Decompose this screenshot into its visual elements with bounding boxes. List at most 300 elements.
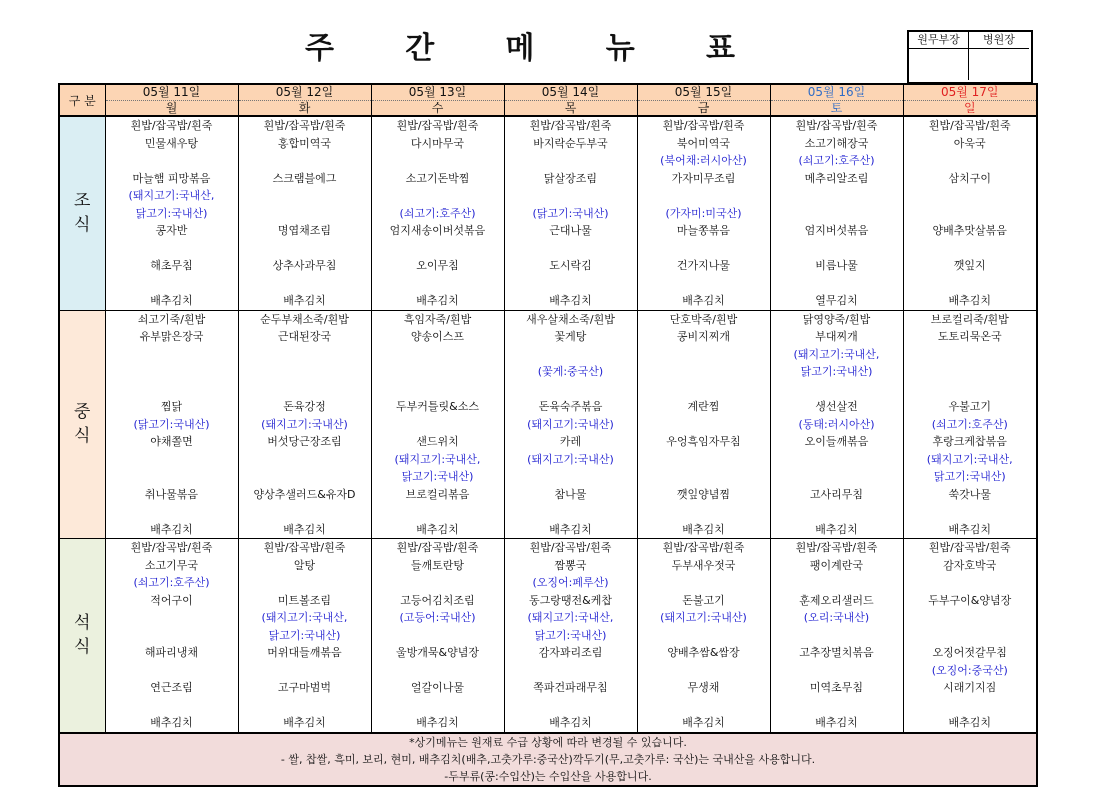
menu-item: 열무김치 [815, 294, 858, 307]
menu-item: 흰밥/잡곡밥/흰죽 [396, 119, 479, 132]
menu-item [106, 627, 238, 645]
menu-item: 근대나물 [549, 224, 592, 237]
menu-item: 계란찜 [687, 400, 720, 413]
menu-item: 흰밥/잡곡밥/흰죽 [795, 541, 878, 554]
menu-item: 배추김치 [150, 522, 193, 536]
origin-note: (동태:러시아산) [798, 417, 875, 431]
header-row [59, 84, 1037, 116]
menu-item: 배추김치 [815, 522, 858, 536]
menu-item: 마늘햄 피망볶음 [132, 171, 211, 185]
origin-note: (쇠고기:호주산) [399, 206, 476, 220]
menu-item: 두부커틀릿&소스 [396, 400, 479, 413]
menu-item: 도시락김 [549, 259, 592, 272]
origin-note: (오징어:페루산) [532, 576, 609, 589]
origin-note: 닭고기:국내산) [401, 470, 474, 483]
menu-item: 오징어젓갈무침 [932, 646, 1007, 659]
menu-item: 바지락순두부국 [533, 136, 608, 150]
menu-item: 배추김치 [948, 716, 991, 729]
origin-note: (가자미:미국산) [665, 206, 742, 220]
menu-item [106, 275, 238, 293]
menu-item [904, 346, 1037, 364]
page-title [305, 20, 735, 70]
menu-item [106, 503, 238, 521]
day-header [637, 84, 770, 116]
meal-label-char: 식 [74, 426, 91, 447]
menu-item: 카레 [559, 435, 582, 448]
menu-item [771, 381, 903, 399]
menu-cell [504, 539, 637, 733]
day-date: 05월 13일 [372, 85, 504, 101]
menu-item [638, 468, 770, 486]
menu-item [904, 205, 1037, 223]
day-date: 05월 15일 [638, 85, 770, 101]
menu-item: 동그랑땡전&케찹 [529, 593, 612, 607]
menu-item [638, 451, 770, 469]
menu-cell [770, 539, 903, 733]
day-header [238, 84, 371, 116]
menu-item [771, 240, 903, 258]
menu-item: 쑥갓나물 [948, 487, 991, 501]
menu-item: 오이들깨볶음 [804, 435, 869, 448]
menu-cell [504, 116, 637, 310]
menu-item: 흰밥/잡곡밥/흰죽 [130, 119, 213, 132]
menu-item [771, 574, 903, 592]
menu-item: 명엽채조림 [277, 224, 332, 237]
origin-note: (돼지고기:국내산, [926, 452, 1013, 466]
menu-item [106, 451, 238, 469]
menu-item: 흰밥/잡곡밥/흰죽 [928, 119, 1011, 132]
day-date: 05월 11일 [106, 85, 238, 101]
menu-item [239, 275, 371, 293]
gubun-label: 구 분 [59, 84, 105, 116]
menu-item: 돈육강정 [283, 400, 326, 413]
menu-item: 배추김치 [150, 294, 193, 307]
menu-item: 깻잎양념찜 [676, 487, 731, 501]
menu-item [505, 381, 637, 399]
menu-cell [770, 116, 903, 310]
menu-item: 고추장멸치볶음 [799, 646, 874, 659]
menu-item: 배추김치 [283, 522, 326, 536]
menu-item [904, 363, 1037, 381]
menu-item: 깻잎지 [953, 259, 986, 272]
menu-item: 배추김치 [549, 294, 592, 307]
menu-item [239, 205, 371, 223]
origin-note: 닭고기:국내산) [800, 365, 873, 378]
menu-item: 흰밥/잡곡밥/흰죽 [662, 541, 745, 554]
menu-item: 소고기해장국 [804, 136, 869, 150]
day-header [105, 84, 238, 116]
day-of-week: 수 [431, 101, 444, 115]
approval-label-president: 병원장 [983, 33, 1015, 46]
menu-item [239, 187, 371, 205]
approval-sign-director[interactable] [909, 48, 969, 80]
menu-item: 배추김치 [283, 716, 326, 729]
menu-item [638, 503, 770, 521]
approval-sign-president[interactable] [969, 48, 1029, 80]
origin-note: (돼지고기:국내산, [128, 189, 215, 202]
day-date: 05월 16일 [771, 85, 903, 101]
menu-item [771, 205, 903, 223]
menu-cell [637, 539, 770, 733]
menu-item: 버섯당근장조림 [267, 435, 342, 448]
menu-item [505, 240, 637, 258]
menu-item: 양배추맛살볶음 [932, 224, 1007, 237]
origin-note: (돼지고기:국내산, [261, 611, 348, 624]
menu-item: 돈육숙주볶음 [538, 400, 603, 413]
menu-item [771, 468, 903, 486]
menu-cell [637, 116, 770, 310]
menu-item [505, 662, 637, 680]
menu-item: 흰밥/잡곡밥/흰죽 [529, 119, 612, 132]
menu-item [106, 152, 238, 170]
menu-item: 유부맑은장국 [139, 330, 204, 343]
menu-item [904, 240, 1037, 258]
menu-item: 생선살전 [815, 400, 858, 413]
menu-item [106, 609, 238, 627]
menu-item: 아욱국 [953, 136, 986, 150]
meal-row-ln [59, 310, 1037, 539]
title-char: 표 [706, 31, 735, 66]
menu-item [771, 503, 903, 521]
footer-note: - 쌀, 찹쌀, 흑미, 보리, 현미, 배추김치(배추,고춧가루:중국산)깍두기(무,고춧가루: 국산)는 국내산을 사용합니다. [280, 752, 816, 766]
origin-note: (돼지고기:국내산, [793, 347, 880, 361]
menu-item: 양송이스프 [410, 330, 465, 343]
menu-cell [238, 116, 371, 310]
title-char: 메 [505, 31, 535, 66]
menu-cell [637, 310, 770, 539]
day-date: 05월 17일 [904, 85, 1037, 101]
menu-item [372, 697, 504, 715]
menu-item [771, 662, 903, 680]
menu-item: 배추김치 [682, 522, 725, 536]
menu-item [904, 381, 1037, 399]
menu-item [239, 363, 371, 381]
day-of-week: 목 [564, 101, 577, 115]
menu-item [638, 627, 770, 645]
menu-item [505, 697, 637, 715]
day-of-week: 일 [963, 101, 976, 115]
meal-label-char: 석 [74, 613, 91, 634]
menu-item [771, 697, 903, 715]
menu-item: 메추리알조림 [804, 171, 869, 185]
menu-item [505, 468, 637, 486]
meal-label [59, 116, 105, 310]
day-header [504, 84, 637, 116]
menu-item [372, 240, 504, 258]
origin-note: (북어채:러시아산) [660, 154, 747, 167]
menu-item [239, 697, 371, 715]
menu-item: 찜닭 [160, 400, 183, 413]
footer-notes-row [59, 733, 1037, 786]
menu-item: 해파리냉채 [144, 646, 199, 659]
menu-item: 새우살채소죽/흰밥 [526, 312, 615, 326]
origin-note: (오징어:중국산) [931, 663, 1008, 677]
menu-item: 배추김치 [682, 294, 725, 307]
menu-item: 들깨토란탕 [410, 558, 465, 572]
menu-item: 도토리묵온국 [937, 330, 1002, 343]
menu-item: 콩자반 [155, 224, 188, 237]
menu-item [106, 697, 238, 715]
menu-item [904, 503, 1037, 521]
menu-item: 미역초무침 [809, 681, 864, 694]
menu-item [372, 187, 504, 205]
menu-item: 머위대들깨볶음 [267, 646, 342, 659]
menu-item [239, 662, 371, 680]
menu-item [239, 451, 371, 469]
menu-item [106, 346, 238, 364]
menu-item [372, 503, 504, 521]
menu-item [505, 187, 637, 205]
origin-note: 닭고기:국내산) [135, 206, 208, 220]
menu-item [106, 662, 238, 680]
menu-item [638, 697, 770, 715]
menu-item: 흰밥/잡곡밥/흰죽 [263, 119, 346, 132]
menu-item [771, 275, 903, 293]
menu-item: 우엉흑임자무침 [666, 435, 741, 448]
menu-item [239, 381, 371, 399]
menu-item: 연근조림 [150, 681, 193, 694]
menu-item: 무생채 [687, 681, 720, 694]
menu-cell [903, 116, 1037, 310]
meal-label-char: 식 [74, 215, 91, 236]
menu-item [106, 381, 238, 399]
menu-item: 울방개묵&양념장 [396, 646, 479, 659]
menu-item: 상추사과무침 [272, 259, 337, 272]
menu-cell [371, 539, 504, 733]
origin-note: (고등어:국내산) [399, 611, 476, 624]
origin-note: 닭고기:국내산) [933, 470, 1006, 483]
menu-item [372, 381, 504, 399]
menu-item: 브로컬리죽/흰밥 [930, 312, 1009, 326]
menu-item: 양배추쌈&쌈장 [667, 646, 740, 659]
day-date: 05월 12일 [239, 85, 371, 101]
title-char: 간 [405, 31, 435, 66]
menu-item: 북어미역국 [676, 136, 731, 150]
origin-note: 닭고기:국내산) [268, 628, 341, 642]
menu-item: 부대찌개 [815, 330, 858, 343]
menu-item: 미트볼조림 [277, 593, 332, 607]
origin-note: (돼지고기:국내산) [261, 417, 348, 431]
menu-item [239, 240, 371, 258]
menu-item [638, 187, 770, 205]
menu-item: 배추김치 [948, 294, 991, 307]
menu-item: 배추김치 [815, 716, 858, 729]
meal-label-char: 조 [74, 191, 91, 212]
menu-item: 알탕 [293, 558, 316, 572]
menu-item: 마늘쫑볶음 [676, 224, 731, 237]
menu-item [638, 574, 770, 592]
menu-item [372, 346, 504, 364]
menu-item [638, 416, 770, 434]
origin-note: (돼지고기:국내산) [660, 611, 747, 624]
day-of-week: 토 [830, 101, 843, 115]
menu-item [505, 152, 637, 170]
menu-cell [105, 539, 238, 733]
origin-note: (돼지고기:국내산) [527, 452, 614, 466]
menu-item [106, 363, 238, 381]
menu-item: 두부새우젓국 [671, 558, 736, 572]
menu-item: 순두부채소죽/흰밥 [260, 312, 349, 326]
menu-item: 닭살장조림 [543, 171, 598, 185]
menu-cell [504, 310, 637, 539]
menu-item: 배추김치 [416, 294, 459, 307]
menu-item [904, 152, 1037, 170]
menu-item [638, 275, 770, 293]
menu-item: 흰밥/잡곡밥/흰죽 [928, 541, 1011, 554]
menu-item: 얼갈이나물 [410, 681, 465, 694]
menu-item: 흰밥/잡곡밥/흰죽 [130, 541, 213, 554]
menu-item: 민물새우탕 [144, 136, 199, 150]
menu-item: 해초무침 [150, 259, 193, 272]
menu-item [239, 574, 371, 592]
day-date: 05월 14일 [505, 85, 637, 101]
menu-item: 가자미무조림 [671, 171, 736, 185]
menu-item: 훈제오리샐러드 [799, 593, 874, 607]
menu-item [372, 152, 504, 170]
menu-item: 배추김치 [416, 522, 459, 536]
menu-item: 흰밥/잡곡밥/흰죽 [529, 541, 612, 554]
menu-item [372, 662, 504, 680]
footer-note: *상기메뉴는 원재료 수급 상황에 따라 변경될 수 있습니다. [409, 735, 687, 749]
menu-item: 후랑크케찹볶음 [932, 435, 1007, 448]
menu-item [904, 697, 1037, 715]
menu-cell [105, 310, 238, 539]
menu-item [904, 187, 1037, 205]
title-char: 주 [305, 31, 334, 66]
menu-item: 흰밥/잡곡밥/흰죽 [396, 541, 479, 554]
menu-item [372, 363, 504, 381]
origin-note: (돼지고기:국내산, [527, 611, 614, 624]
menu-item: 배추김치 [948, 522, 991, 536]
origin-note: (오리:국내산) [803, 611, 870, 624]
menu-item: 샌드위치 [416, 435, 459, 448]
menu-cell [371, 116, 504, 310]
menu-item: 짬뽕국 [554, 558, 587, 572]
menu-item: 건가지나물 [676, 259, 731, 272]
menu-item [505, 503, 637, 521]
meal-label [59, 539, 105, 733]
meal-row-bf [59, 116, 1037, 310]
menu-item: 고사리무침 [809, 487, 864, 501]
menu-item: 엄지버섯볶음 [804, 224, 869, 237]
menu-item [372, 627, 504, 645]
meal-label-char: 식 [74, 637, 91, 658]
menu-item: 엄지새송이버섯볶음 [389, 224, 486, 237]
origin-note: 닭고기:국내산) [534, 628, 607, 642]
menu-item: 감자호박국 [943, 558, 997, 572]
menu-item: 시래기지짐 [943, 681, 997, 694]
origin-note: (쇠고기:호주산) [798, 154, 875, 167]
menu-item [904, 275, 1037, 293]
menu-item: 흰밥/잡곡밥/흰죽 [795, 119, 878, 132]
menu-item [372, 574, 504, 592]
menu-item: 배추김치 [283, 294, 326, 307]
menu-item: 배추김치 [416, 716, 459, 729]
approval-label-director: 원무부장 [909, 32, 969, 48]
menu-cell [238, 539, 371, 733]
meal-label-char: 중 [74, 402, 91, 423]
menu-item: 우불고기 [948, 400, 991, 413]
menu-item: 콩비지찌개 [676, 330, 731, 343]
menu-cell [903, 539, 1037, 733]
menu-item: 근대된장국 [277, 330, 332, 343]
menu-cell [238, 310, 371, 539]
menu-item: 스크램블에그 [272, 171, 337, 185]
menu-item: 취나물볶음 [144, 487, 199, 501]
menu-item: 삼치구이 [948, 171, 991, 185]
origin-note: (닭고기:국내산) [133, 417, 210, 431]
menu-cell [105, 116, 238, 310]
menu-item [638, 346, 770, 364]
meal-label [59, 310, 105, 539]
menu-item: 배추김치 [150, 716, 193, 729]
menu-item: 홍합미역국 [277, 136, 332, 150]
menu-item [771, 187, 903, 205]
day-of-week: 금 [697, 101, 710, 115]
day-header [903, 84, 1037, 116]
menu-item [638, 240, 770, 258]
origin-note: (꽃게:중국산) [537, 365, 604, 378]
menu-item [904, 574, 1037, 592]
menu-item: 적어구이 [150, 593, 193, 607]
origin-note: (돼지고기:국내산, [394, 452, 481, 466]
menu-item [372, 416, 504, 434]
menu-item: 단호박죽/흰밥 [669, 312, 738, 326]
footer-notes [59, 733, 1037, 786]
menu-item: 브로컬리볶음 [405, 487, 470, 501]
menu-item [771, 451, 903, 469]
menu-item [106, 468, 238, 486]
origin-note: (닭고기:국내산) [532, 206, 609, 220]
menu-item: 돈불고기 [682, 593, 725, 607]
menu-item: 흑임자죽/흰밥 [403, 312, 472, 326]
origin-note: (쇠고기:호주산) [133, 576, 210, 589]
menu-item: 쇠고기죽/흰밥 [137, 312, 206, 326]
menu-item: 오이무침 [416, 259, 459, 272]
menu-cell [371, 310, 504, 539]
menu-item: 배추김치 [549, 716, 592, 729]
menu-item: 배추김치 [549, 522, 592, 536]
weekly-menu-table [58, 83, 1038, 787]
menu-item: 닭영양죽/흰밥 [802, 312, 871, 326]
meal-row-dn [59, 539, 1037, 733]
menu-item [372, 275, 504, 293]
menu-item: 고구마범벅 [277, 681, 332, 694]
menu-item: 고등어김치조림 [400, 593, 475, 607]
menu-item: 흰밥/잡곡밥/흰죽 [662, 119, 745, 132]
menu-item [239, 346, 371, 364]
menu-item: 양상추샐러드&유자D [253, 487, 356, 501]
menu-item: 흰밥/잡곡밥/흰죽 [263, 541, 346, 554]
menu-item [904, 609, 1037, 627]
menu-item [239, 503, 371, 521]
menu-item: 꽃게탕 [554, 330, 587, 343]
footer-note: -두부류(콩:수입산)는 수입산을 사용합니다. [444, 769, 652, 783]
day-of-week: 월 [165, 101, 178, 115]
approval-box [907, 30, 1033, 84]
menu-item [771, 627, 903, 645]
menu-item: 참나물 [554, 487, 587, 501]
day-header [770, 84, 903, 116]
menu-cell [903, 310, 1037, 539]
menu-item: 두부구이&양념장 [928, 593, 1012, 607]
day-header [371, 84, 504, 116]
menu-item: 비름나물 [815, 259, 858, 272]
menu-item: 소고기무국 [144, 558, 199, 572]
menu-cell [770, 310, 903, 539]
menu-item: 쪽파건파래무침 [533, 681, 608, 694]
menu-item: 소고기돈박찜 [405, 171, 470, 185]
